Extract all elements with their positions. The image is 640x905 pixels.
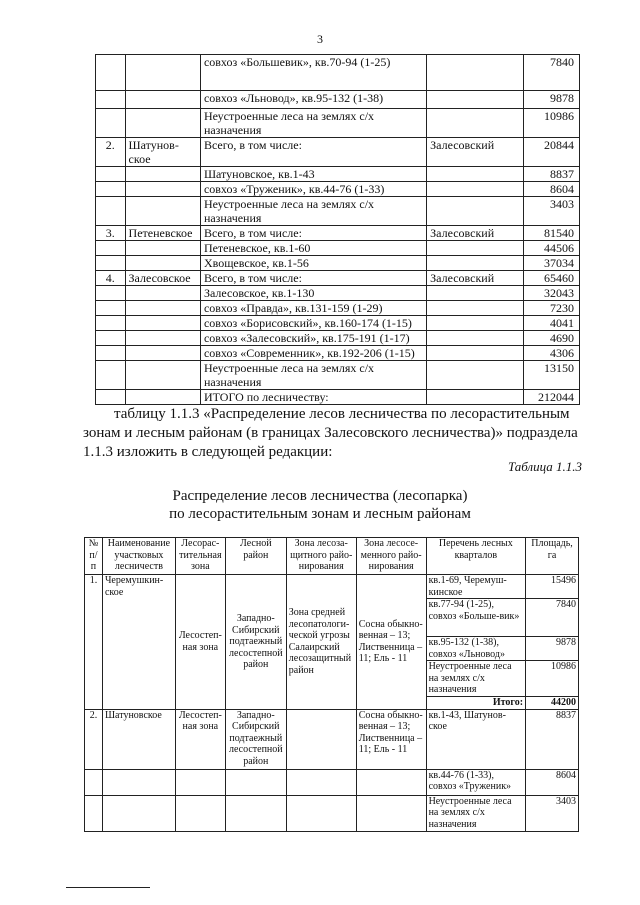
description-cell: Залесовское, кв.1-130 — [200, 286, 426, 301]
vegetation-zone: Лесостеп-ная зона — [175, 575, 225, 710]
description-cell: Всего, в том числе: — [200, 226, 426, 241]
area-value: 8837 — [523, 167, 579, 182]
row-number — [96, 167, 126, 182]
paragraph-line: зонам и лесным районам (в границах Залесовского лесничества)» подраздела — [83, 425, 578, 441]
district-name: Черемушкин-ское — [102, 575, 175, 710]
table-row — [96, 346, 580, 361]
forest-region — [427, 346, 524, 361]
row-number — [96, 361, 126, 390]
table-row — [96, 316, 580, 331]
table-row — [96, 55, 580, 91]
row-number — [96, 286, 126, 301]
table-row — [96, 138, 580, 167]
row-number — [96, 316, 126, 331]
forest-region — [427, 390, 524, 405]
protection-zone — [286, 709, 356, 769]
forest-zones-table — [84, 537, 579, 832]
district-name — [125, 167, 200, 182]
forest-region: Залесовский — [427, 271, 524, 286]
paragraph-line: 1.1.3 изложить в следующей редакции: — [83, 444, 333, 460]
area-value: 212044 — [523, 390, 579, 405]
row-number — [96, 301, 126, 316]
forest-region: Залесовский — [427, 138, 524, 167]
quarter-list: кв.1-69, Черемуш-кинское — [426, 575, 525, 599]
forest-region — [427, 241, 524, 256]
total-label: Итого: — [426, 697, 525, 710]
district-name — [125, 109, 200, 138]
district-name — [125, 390, 200, 405]
area-value: 7840 — [526, 599, 579, 637]
area-value: 8604 — [526, 769, 579, 795]
table-subtitle: по лесорастительным зонам и лесным районам — [169, 506, 471, 522]
forest-district-table — [95, 54, 580, 405]
district-name — [125, 91, 200, 109]
area-value: 7230 — [523, 301, 579, 316]
row-number: 2. — [96, 138, 126, 167]
table-row — [96, 167, 580, 182]
description-cell: совхоз «Залесовский», кв.175-191 (1-17) — [200, 331, 426, 346]
description-cell: совхоз «Борисовский», кв.160-174 (1-15) — [200, 316, 426, 331]
page-number: 3 — [317, 32, 323, 46]
row-number — [96, 55, 126, 91]
area-value: 9878 — [523, 91, 579, 109]
area-value: 32043 — [523, 286, 579, 301]
forest-region — [427, 182, 524, 197]
row-number: 3. — [96, 226, 126, 241]
description-cell: совхоз «Льновод», кв.95-132 (1-38) — [200, 91, 426, 109]
table-row — [96, 197, 580, 226]
district-name — [125, 286, 200, 301]
district-name — [125, 256, 200, 271]
description-cell: Неустроенные леса на землях с/х назначения — [200, 361, 426, 390]
description-cell: Шатуновское, кв.1-43 — [200, 167, 426, 182]
district-name — [125, 182, 200, 197]
area-value: 10986 — [523, 109, 579, 138]
table-row — [85, 709, 579, 769]
area-value: 10986 — [526, 661, 579, 697]
district-name — [125, 197, 200, 226]
district-name — [125, 55, 200, 91]
district-name — [125, 331, 200, 346]
district-name — [125, 241, 200, 256]
district-name — [125, 301, 200, 316]
forest-region — [427, 331, 524, 346]
quarter-list: кв.1-43, Шатунов-ское — [426, 709, 525, 769]
description-cell: совхоз «Правда», кв.131-159 (1-29) — [200, 301, 426, 316]
header-cell: Зона лесосе-менного райо-нирования — [356, 538, 426, 575]
row-number — [96, 109, 126, 138]
paragraph-line: таблицу 1.1.3 «Распределение лесов лесничества по лесорастительным — [114, 406, 570, 422]
area-value: 9878 — [526, 637, 579, 661]
row-number — [96, 346, 126, 361]
forest-region — [427, 91, 524, 109]
instruction-paragraph — [83, 405, 583, 462]
forest-region — [427, 286, 524, 301]
description-cell: Всего, в том числе: — [200, 271, 426, 286]
quarter-list: кв.44-76 (1-33), совхоз «Труженик» — [426, 769, 525, 795]
protection-zone: Зона средней лесопатологи-ческой угрозы Салаирский лесозащитный район — [286, 575, 356, 710]
table-row — [96, 91, 580, 109]
description-cell: Всего, в том числе: — [200, 138, 426, 167]
header-cell: Лесорас-тительная зона — [175, 538, 225, 575]
description-cell: Петеневское, кв.1-60 — [200, 241, 426, 256]
forest-region — [427, 316, 524, 331]
forest-region — [427, 361, 524, 390]
description-cell: ИТОГО по лесничеству: — [200, 390, 426, 405]
description-cell: совхоз «Большевик», кв.70-94 (1-25) — [200, 55, 426, 91]
table-row — [96, 241, 580, 256]
table-row — [96, 256, 580, 271]
forest-region: Западно-Сибирский подтаежный лесостепной район — [225, 575, 286, 710]
area-value: 4690 — [523, 331, 579, 346]
header-cell: Перечень лесных кварталов — [426, 538, 525, 575]
table-row — [85, 795, 579, 831]
seed-zone: Сосна обыкно-венная – 13; Лиственница – 11; Ель - 11 — [356, 709, 426, 769]
header-cell: № п/п — [85, 538, 103, 575]
table-row — [96, 182, 580, 197]
forest-region — [427, 55, 524, 91]
row-number: 2. — [85, 709, 103, 769]
vegetation-zone: Лесостеп-ная зона — [175, 709, 225, 769]
table-row — [96, 271, 580, 286]
area-value: 4041 — [523, 316, 579, 331]
total-value: 44200 — [526, 697, 579, 710]
quarter-list: кв.95-132 (1-38), совхоз «Льновод» — [426, 637, 525, 661]
table-header-row — [85, 538, 579, 575]
area-value: 65460 — [523, 271, 579, 286]
row-number — [96, 91, 126, 109]
area-value: 3403 — [526, 795, 579, 831]
forest-region: Залесовский — [427, 226, 524, 241]
district-name: Залесовское — [125, 271, 200, 286]
row-number: 4. — [96, 271, 126, 286]
seed-zone: Сосна обыкно-венная – 13; Лиственница – 11; Ель - 11 — [356, 575, 426, 710]
district-name: Шатунов-ское — [125, 138, 200, 167]
table-row — [96, 109, 580, 138]
header-cell: Зона лесоза-щитного райо-нирования — [286, 538, 356, 575]
table-reference: Таблица 1.1.3 — [507, 459, 582, 474]
area-value: 20844 — [523, 138, 579, 167]
area-value: 3403 — [523, 197, 579, 226]
forest-region — [427, 256, 524, 271]
table-row — [96, 361, 580, 390]
description-cell: Хвощевское, кв.1-56 — [200, 256, 426, 271]
area-value: 7840 — [523, 55, 579, 91]
header-cell: Наименование участковых лесничеств — [102, 538, 175, 575]
district-name — [125, 361, 200, 390]
district-name — [125, 316, 200, 331]
forest-region — [427, 301, 524, 316]
row-number — [96, 241, 126, 256]
area-value: 8604 — [523, 182, 579, 197]
area-value: 8837 — [526, 709, 579, 769]
footnote-divider — [66, 887, 150, 888]
table-row — [96, 331, 580, 346]
description-cell: Неустроенные леса на землях с/х назначения — [200, 197, 426, 226]
area-value: 37034 — [523, 256, 579, 271]
area-value: 13150 — [523, 361, 579, 390]
row-number — [96, 197, 126, 226]
description-cell: совхоз «Труженик», кв.44-76 (1-33) — [200, 182, 426, 197]
table-row — [85, 769, 579, 795]
district-name — [125, 346, 200, 361]
table-row — [85, 575, 579, 599]
quarter-list: Неустроенные леса на землях с/х назначения — [426, 795, 525, 831]
forest-region — [427, 197, 524, 226]
district-name: Шатуновское — [102, 709, 175, 769]
description-cell: Неустроенные леса на землях с/х назначения — [200, 109, 426, 138]
area-value: 4306 — [523, 346, 579, 361]
row-number — [96, 256, 126, 271]
row-number — [96, 331, 126, 346]
description-cell: совхоз «Современник», кв.192-206 (1-15) — [200, 346, 426, 361]
area-value: 81540 — [523, 226, 579, 241]
table-row — [96, 226, 580, 241]
forest-region — [427, 167, 524, 182]
table-title: Распределение лесов лесничества (лесопарка) — [172, 488, 468, 504]
forest-region — [427, 109, 524, 138]
row-number: 1. — [85, 575, 103, 710]
table-row — [96, 286, 580, 301]
header-cell: Площадь, га — [526, 538, 579, 575]
district-name: Петеневское — [125, 226, 200, 241]
table-row — [96, 390, 580, 405]
row-number — [96, 390, 126, 405]
quarter-list: кв.77-94 (1-25), совхоз «Больше-вик» — [426, 599, 525, 637]
forest-region: Западно-Сибирский подтаежный лесостепной район — [225, 709, 286, 769]
row-number — [96, 182, 126, 197]
table-row — [96, 301, 580, 316]
area-value: 15496 — [526, 575, 579, 599]
quarter-list: Неустроенные леса на землях с/х назначения — [426, 661, 525, 697]
area-value: 44506 — [523, 241, 579, 256]
header-cell: Лесной район — [225, 538, 286, 575]
